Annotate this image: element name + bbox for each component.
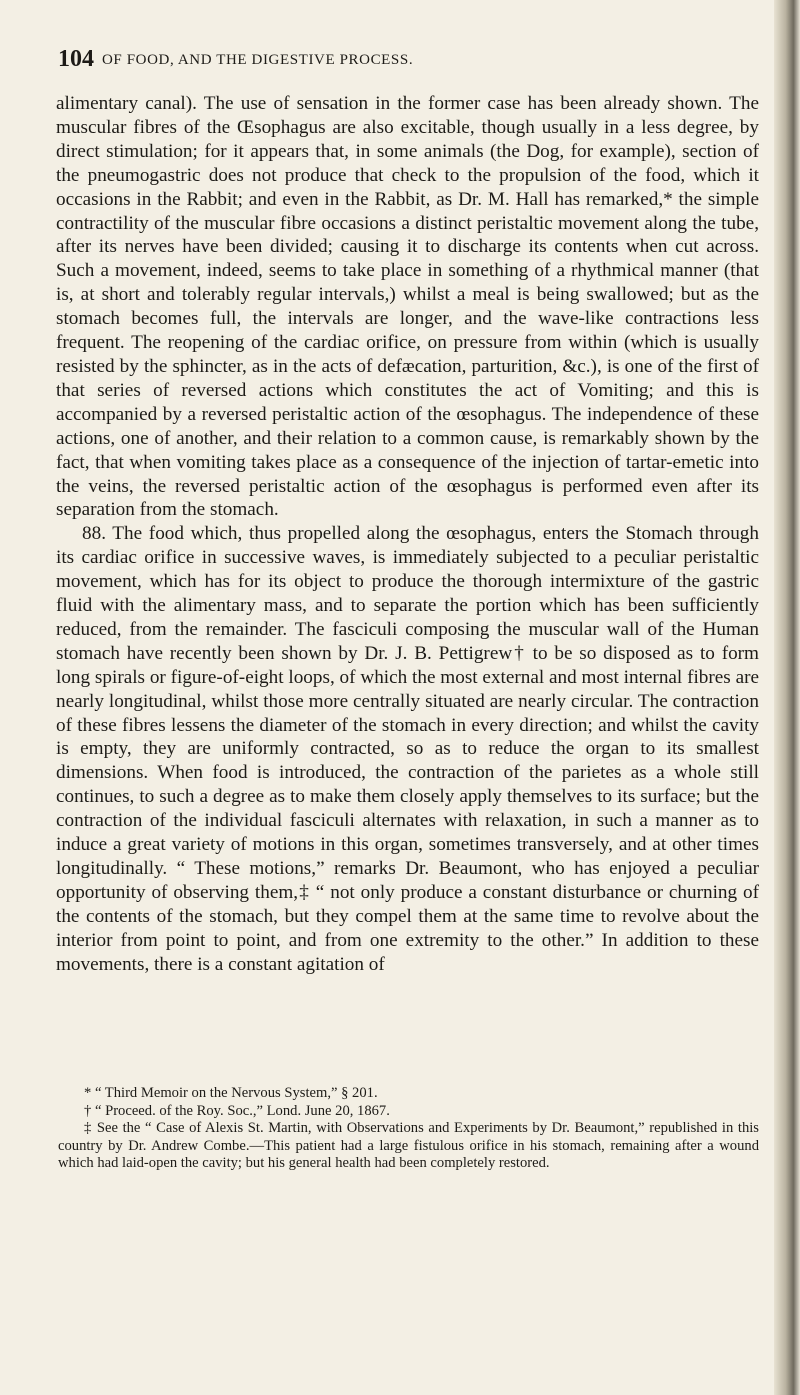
paragraph-88: 88. The food which, thus propelled along the œsophagus, enters the Stomach through its cardiac orifice in successive waves, is immediately subjected to a peculiar peristaltic movement, which has for its object to produce the thorough intermixture of the gastric fluid with the alimentary mass, and to separate the portion which has been sufficiently reduced, from the remainder. The fasciculi composing the muscular wall of the Human stomach have recently been shown by Dr. J. B. Pettigrew† to be so disposed as to form long spirals or figure-of-eight loops, of which the most external and most internal fibres are nearly longitudinal, whilst those more centrally situated are nearly circular. The contraction of these fibres lessens the diameter of the stomach in every direction; and whilst the cavity is empty, they are uniformly contracted, so as to reduce the organ to its smallest dimensions. When food is introduced, the contraction of the parietes as a whole still continues, to such a degree as to make them closely apply themselves to its surface; but the contraction of the individual fasciculi alternates with relaxation, in such a manner as to induce a great variety of motions in this organ, sometimes transversely, and at other times longitudinally. “ These motions,” remarks Dr. Beaumont, who has enjoyed a peculiar opportunity of observing them,‡ “ not only produce a constant disturbance or churning of the contents of the stomach, but they compel them at the same time to revolve about the interior from point to point, and from one extremity to the other.” In addition to these movements, there is a constant agitation of — [56, 523, 759, 975]
footnote-dagger: † “ Proceed. of the Roy. Soc.,” Lond. June 20, 1867. — [84, 1102, 390, 1119]
running-title: OF FOOD, AND THE DIGESTIVE PROCESS. — [102, 52, 414, 68]
footnote-double-dagger: ‡ See the “ Case of Alexis St. Martin, with Observations and Experiments by Dr. Beaumont,” republished in this country by Dr. Andrew Combe.—This patient had a large fistulous orifice in his stomach, remaining after a wound which had laid-open the cavity; but his general health had been completely restored. — [58, 1120, 759, 1171]
paragraph-continued: alimentary canal). The use of sensation in the former case has been already shown. The muscular fibres of the Œsophagus are also excitable, though usually in a less degree, by direct stimulation; for it appears that, in some animals (the Dog, for example), section of the pneumogastric does not produce that check to the propulsion of the food, which it occasions in the Rabbit; and even in the Rabbit, as Dr. M. Hall has remarked,* the simple contractility of the muscular fibre occasions a distinct peristaltic movement along the tube, after its nerves have been divided; causing it to discharge its contents when cut across. Such a movement, indeed, seems to take place in something of a rhythmical manner (that is, at short and tolerably regular intervals,) whilst a meal is being swallowed; but as the stomach becomes full, the intervals are longer, and the wave-like contractions less frequent. The reopening of the cardiac orifice, on pressure from within (which is usually resisted by the sphincter, as in the acts of defæcation, parturition, &c.), is one of the first of that series of reversed actions which constitutes the act of Vomiting; and this is accompanied by a reversed peristaltic action of the œsophagus. The independence of these actions, one of another, and their relation to a common cause, is remarkably shown by the fact, that when vomiting takes place as a consequence of the injection of tartar-emetic into the veins, the reversed peristaltic action of the œsophagus is performed even after its separation from the stomach. — [56, 93, 759, 521]
page-number: 104 — [58, 46, 94, 72]
footnote-asterisk: * “ Third Memoir on the Nervous System,” § 201. — [84, 1085, 378, 1101]
footnotes — [58, 1085, 759, 1173]
page-header — [58, 46, 758, 74]
page-edge-shadow — [774, 0, 800, 1395]
body-text — [56, 92, 759, 977]
